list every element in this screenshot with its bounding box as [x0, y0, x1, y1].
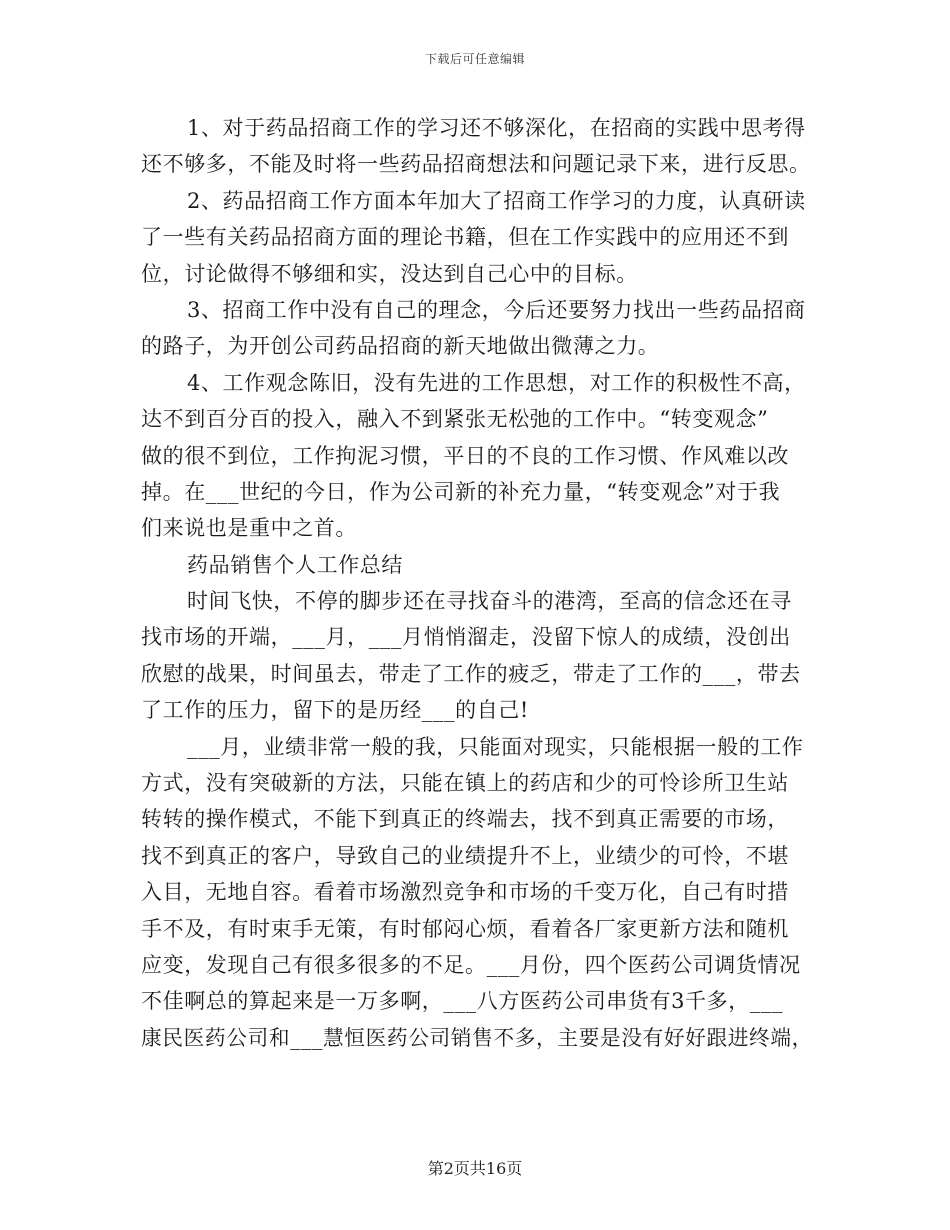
- text-line: 的路子，为开创公司药品招商的新天地做出微薄之力。: [141, 334, 660, 359]
- text-line: 应变，发现自己有很多很多的不足。___月份，四个医药公司调货情况: [141, 952, 801, 977]
- text-line: 入目，无地自容。看着市场激烈竞争和市场的千变万化，自己有时措: [141, 880, 789, 905]
- text-line: 找市场的开端，___月，___月悄悄溜走，没留下惊人的成绩，没创出: [141, 625, 791, 650]
- page-header: 下载后可任意编辑: [424, 52, 525, 66]
- text-line: 不佳啊总的算起来是一万多啊，___八方医药公司串货有3千多，___: [141, 989, 784, 1014]
- text-line: ___月，业绩非常一般的我，只能面对现实，只能根据一般的工作: [187, 734, 804, 759]
- text-line: 了一些有关药品招商方面的理论书籍，但在工作实践中的应用还不到: [141, 225, 789, 250]
- text-line: 康民医药公司和___慧恒医药公司销售不多，主要是没有好好跟进终端，: [141, 1025, 813, 1050]
- text-line: 掉。在___世纪的今日，作为公司新的补充力量，“转变观念”对于我: [141, 479, 781, 504]
- text-line: 转转的操作模式，不能下到真正的终端去，找不到真正需要的市场，: [141, 807, 789, 832]
- text-line: 达不到百分百的投入，融入不到紧张无松弛的工作中。“转变观念”: [141, 407, 769, 432]
- text-line: 2、药品招商工作方面本年加大了招商工作学习的力度，认真研读: [187, 188, 806, 213]
- text-line: 药品销售个人工作总结: [187, 552, 403, 577]
- text-line: 3、招商工作中没有自己的理念，今后还要努力找出一些药品招商: [187, 297, 806, 322]
- text-line: 找不到真正的客户，导致自己的业绩提升不上，业绩少的可怜，不堪: [141, 843, 789, 868]
- text-line: 欣慰的战果，时间虽去，带走了工作的疲乏，带走了工作的___，带去: [141, 661, 801, 686]
- text-line: 做的很不到位，工作拘泥习惯，平日的不良的工作习惯、作风难以改: [141, 443, 789, 468]
- text-line: 们来说也是重中之首。: [141, 516, 357, 541]
- text-line: 方式，没有突破新的方法，只能在镇上的药店和少的可怜诊所卫生站: [141, 771, 789, 796]
- page-footer: 第2页共16页: [427, 1159, 523, 1178]
- document-body: [141, 110, 813, 1056]
- text-line: 4、工作观念陈旧，没有先进的工作思想，对工作的积极性不高，: [187, 370, 806, 395]
- text-line: 手不及，有时束手无策，有时郁闷心烦，看着各厂家更新方法和随机: [141, 916, 789, 941]
- text-line: 位，讨论做得不够细和实，没达到自己心中的目标。: [141, 261, 638, 286]
- text-line: 了工作的压力，留下的是历经___的自己!: [141, 698, 529, 723]
- text-line: 时间飞快，不停的脚步还在寻找奋斗的港湾，至高的信念还在寻: [187, 589, 792, 614]
- text-line: 1、对于药品招商工作的学习还不够深化，在招商的实践中思考得: [187, 116, 806, 140]
- text-line: 还不够多，不能及时将一些药品招商想法和问题记录下来，进行反思。: [141, 152, 811, 177]
